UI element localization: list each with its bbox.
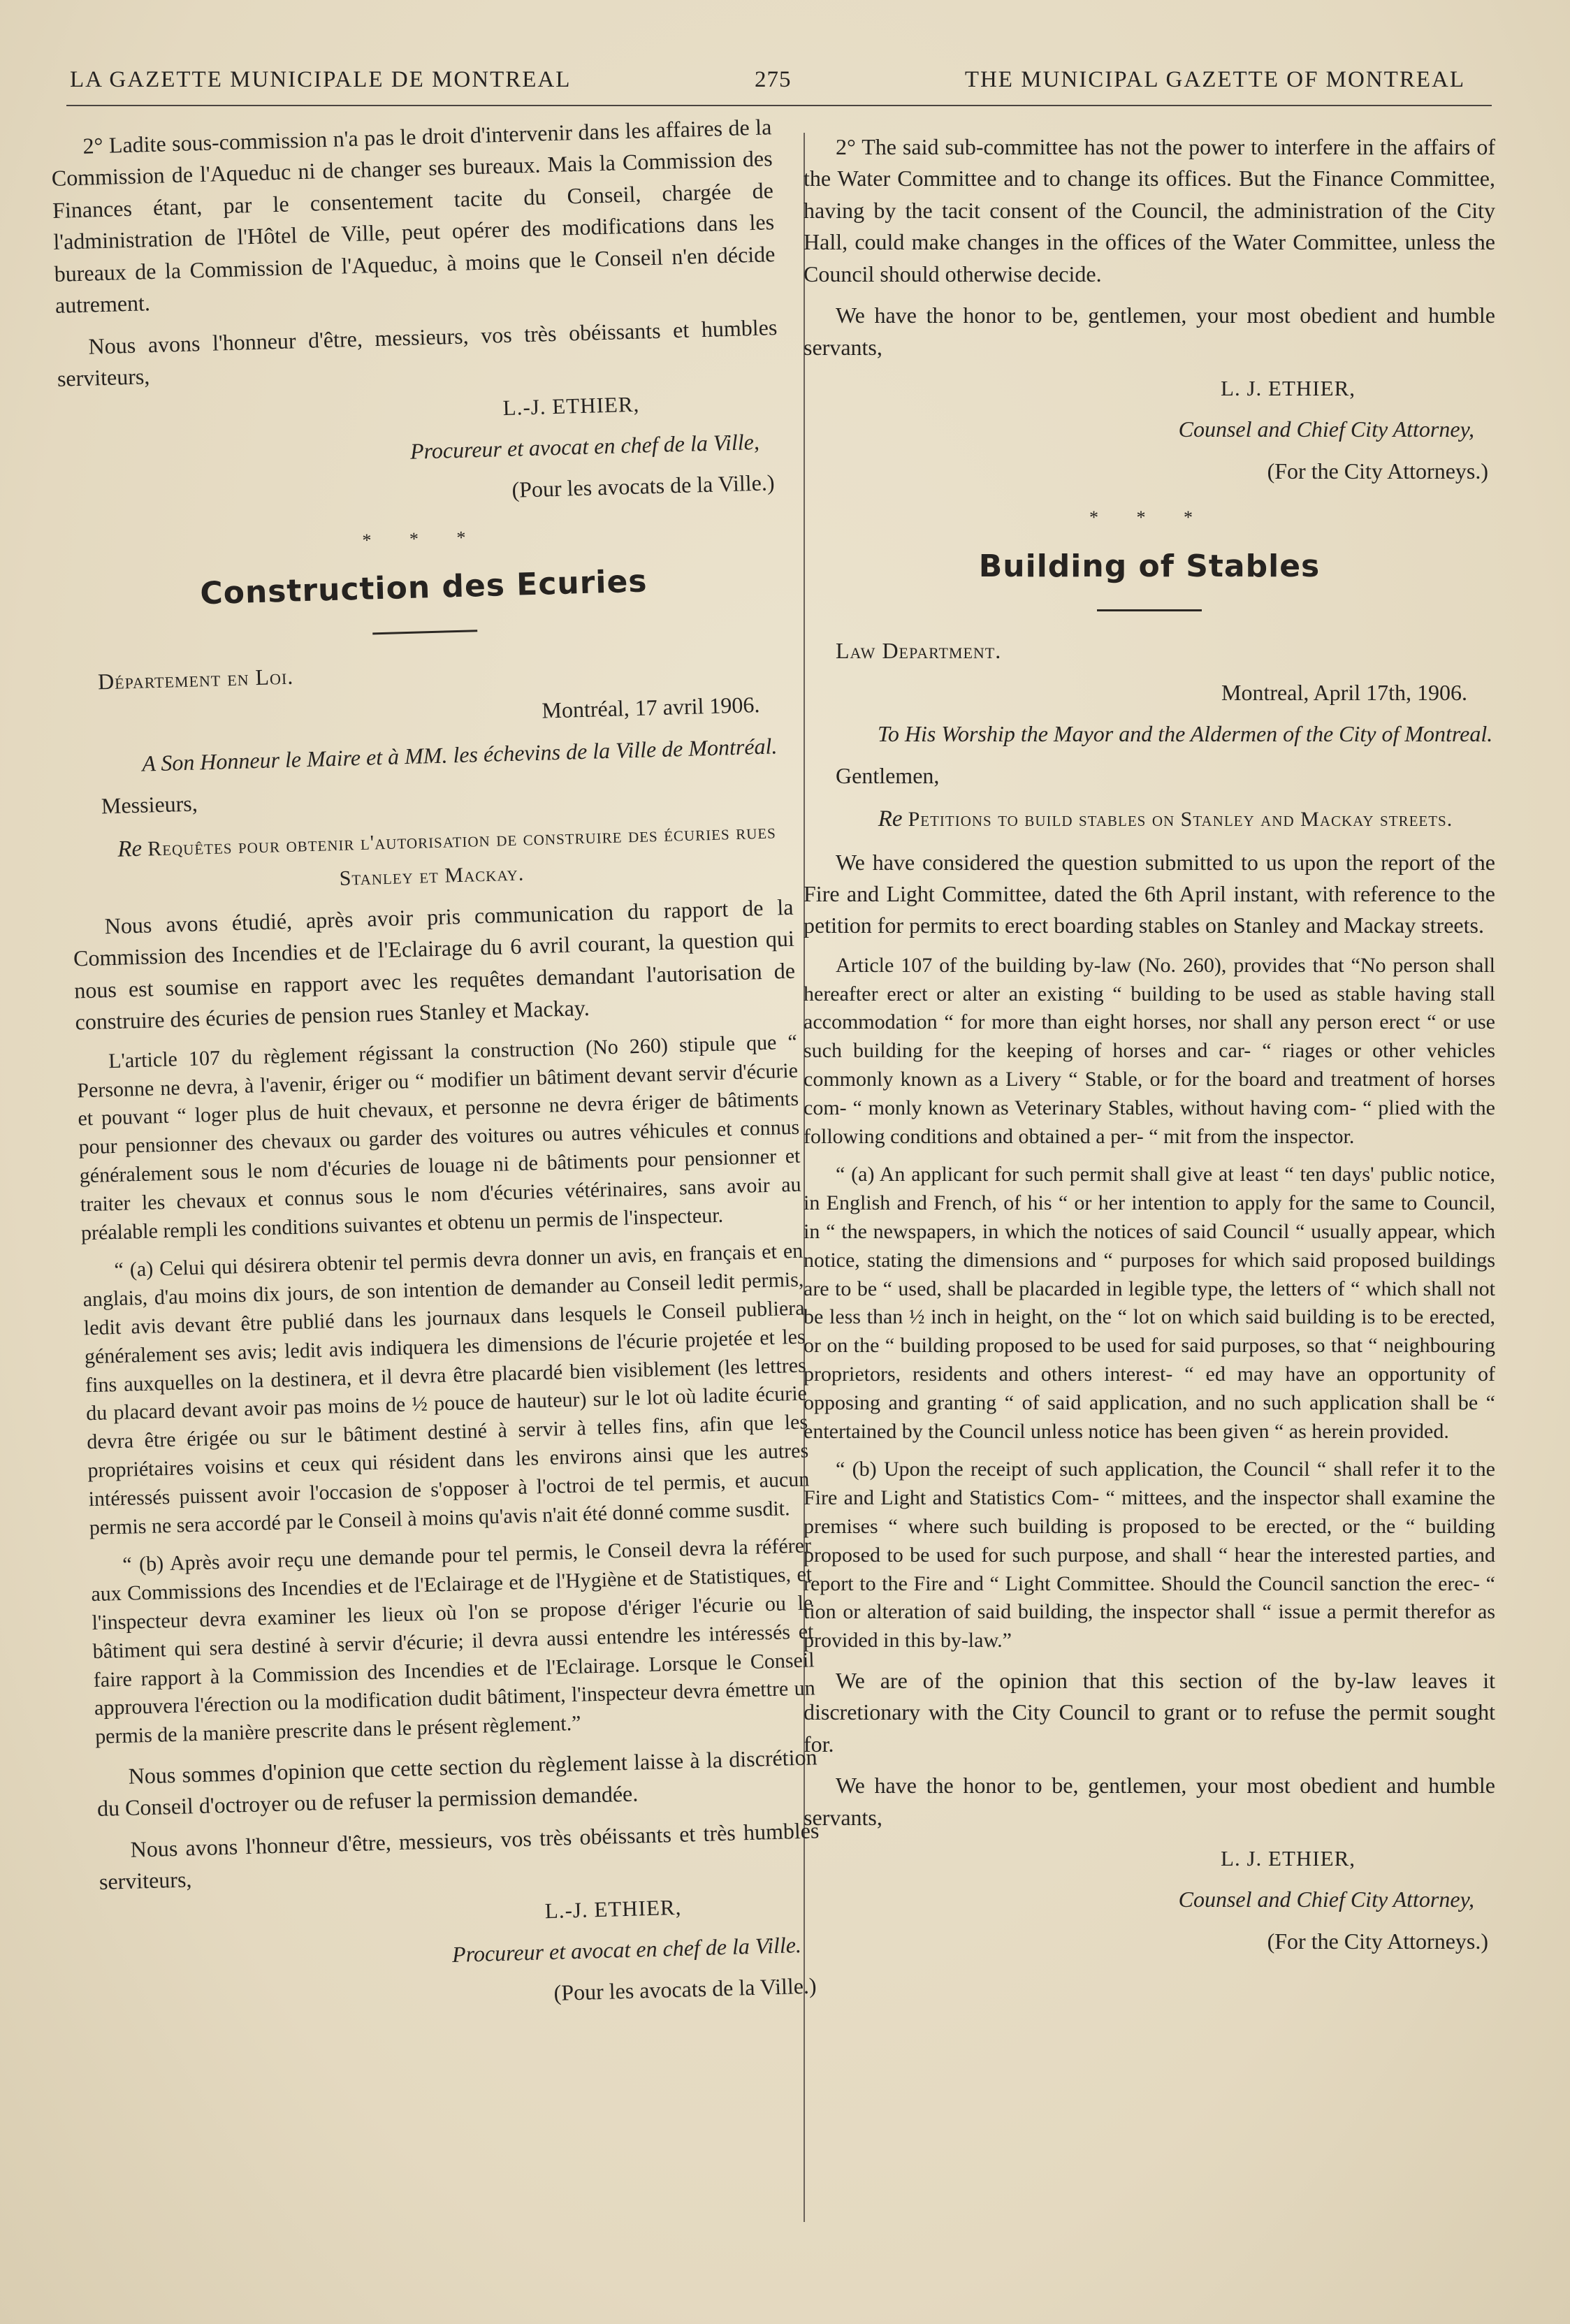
- english-addressee: To His Worship the Mayor and the Aldermen of the City of Montreal.: [878, 721, 1493, 747]
- english-prev-signature-note: (For the City Attorneys.): [1267, 458, 1488, 484]
- french-separator-stars: * * *: [362, 527, 483, 551]
- english-signature-title: Counsel and Chief City Attorney,: [1178, 1887, 1474, 1912]
- english-prev-signature-name: L. J. ETHIER,: [1221, 376, 1355, 401]
- english-column: [804, 131, 1495, 1967]
- english-section-heading: Building of Stables: [978, 548, 1321, 584]
- french-date: Montréal, 17 avril 1906.: [541, 692, 760, 723]
- french-prev-closing: Nous avons l'honneur d'être, messieurs, vos très obéissants et humbles serviteurs,: [57, 314, 778, 391]
- header-french-title: LA GAZETTE MUNICIPALE DE MONTREAL: [70, 67, 572, 92]
- french-subject-text: Requêtes pour obtenir l'autorisation de construire des écuries rues Stanley et Mackay.: [147, 819, 777, 890]
- french-paragraph-5: Nous sommes d'opinion que cette section du règlement laisse à la discrétion du Conseil d'octroyer ou de refuser la permission demandée.: [96, 1744, 817, 1822]
- french-closing: Nous avons l'honneur d'être, messieurs, vos très obéissants et très humbles serviteurs,: [99, 1817, 820, 1895]
- english-paragraph-5: We are of the opinion that this section of the by-law leaves it discretionary with the City Council to grant or to refuse the permit sought for.: [804, 1668, 1495, 1757]
- header-english-title: THE MUNICIPAL GAZETTE OF MONTREAL: [964, 67, 1465, 92]
- english-paragraph-2: Article 107 of the building by-law (No. 260), provides that “No person shall hereafter erect or alter an existing “ building to be used as stable having stall accommodation “ for more than eight horses, nor shall any person erect “ or use such building for the keeping of horses and car- “ riages or other vehicles commonly known as a Livery “ Stable, or for the board and treatment of horses com- “ monly known as Veterinary Stables, without having com- “ plied with the following conditions and obtained a per- “ mit from the inspector.: [804, 953, 1495, 1148]
- english-date: Montreal, April 17th, 1906.: [1221, 679, 1467, 705]
- header-rule: [66, 105, 1492, 106]
- french-prev-paragraph: 2° Ladite sous-commission n'a pas le droit d'intervenir dans les affaires de la Commission de l'Aqueduc ni de changer ses bureaux. Mais la Commission des Finances étant, par le consentement tacite du Conseil, chargée de l'administration de l'Hôtel de Ville, peut opérer des modifications dans les bureaux de la Commission de l'Aqueduc, à moins que le Conseil n'en décide autrement.: [51, 114, 776, 319]
- english-paragraph-3: “ (a) An applicant for such permit shall give at least “ ten days' public notice, in English and French, of his “ or her intention to apply for the same to Council, in “ the newspapers, in which the notices of said Council “ usually appear, which notice, stating the dimensions and “ purposes for which said proposed buildings are to be “ used, shall be placarded in legible type, the letters of “ which shall not be less than ½ inch in height, on the “ lot on which said building is to be erected, or on the “ building proposed to be used for said purposes, so that “ neighbouring proprietors, residents and others interest- “ ed may have an opportunity of opposing and granting “ of said application, and no such application shall be “ entertained by the Council unless notice has been given “ as herein provided.: [804, 1163, 1495, 1443]
- english-department: Law Department.: [836, 638, 1002, 664]
- french-paragraph-3: “ (a) Celui qui désirera obtenir tel permis devra donner un avis, en français et en anglais, d'au moins dix jours, de son intention de demander au Conseil ledit permis, ledit avis devant être publié dans les journaux dans lesquels le Conseil publiera généralement ses avis; ledit avis indiquera les dimensions de l'écurie projetée et les fins auxquelles on la destinera, et il devra être placardé bien visiblement (les lettres du placard devant avoir pas moins de ½ pouce de hauteur) sur le lot où ladite écurie devra être érigée ou sur le bâtiment destiné à servir à telles fins, afin que les propriétaires voisins et ceux qui résident dans les environs ainsi que les autres intéressés puissent avoir l'occasion de s'opposer à l'octroi de tel permis, et aucun permis ne sera accordé par le Conseil à moins qu'avis n'ait été donné comme susdit.: [82, 1239, 810, 1539]
- french-salutation: Messieurs,: [101, 790, 198, 819]
- french-subject: [70, 813, 792, 901]
- french-department: Département en Loi.: [97, 663, 294, 695]
- french-heading-rule: [372, 630, 477, 634]
- english-subject-text: Petitions to build stables on Stanley and Mackay streets.: [908, 808, 1453, 831]
- french-section-heading: Construction des Ecuries: [199, 563, 648, 612]
- french-signature-note: (Pour les avocats de la Ville.): [553, 1973, 817, 2006]
- french-subject-prefix: Re: [117, 836, 143, 862]
- english-paragraph-4: “ (b) Upon the receipt of such application, the Council “ shall refer it to the Fire and Light and Statistics Com- “ mittees, and the inspector shall examine the premises “ where such building is proposed to be erected, or the “ building proposed to be used for such purpose, and shall “ hear the interested parties, and report to the Fire and “ Light Committee. Should the Council sanction the erec- “ tion or alteration of said building, the inspector shall “ issue a permit therefor as provided in this by-law.”: [804, 1458, 1495, 1653]
- french-prev-signature-note: (Pour les avocats de la Ville.): [511, 470, 775, 502]
- french-prev-signature-name: L.-J. ETHIER,: [502, 391, 640, 420]
- english-heading-rule: [1097, 609, 1202, 611]
- english-signature-name: L. J. ETHIER,: [1221, 1846, 1355, 1871]
- english-paragraph-1: We have considered the question submitted to us upon the report of the Fire and Light Committee, dated the 6th April instant, with reference to the petition for permits to erect boarding stables on Stanley and Mackay streets.: [804, 849, 1495, 938]
- french-column: [50, 111, 824, 2031]
- english-subject: [804, 801, 1495, 837]
- french-signature-name: L.-J. ETHIER,: [544, 1894, 682, 1923]
- french-addressee: A Son Honneur le Maire et à MM. les échevins de la Ville de Montréal.: [141, 732, 778, 776]
- french-signature-title: Procureur et avocat en chef de la Ville.: [451, 1931, 802, 1967]
- english-prev-paragraph: 2° The said sub-committee has not the power to interfere in the affairs of the Water Committee and to change its offices. But the Finance Committee, having by the tacit consent of the Council, the administration of the City Hall, could make changes in the offices of the Water Committee, unless the Council should otherwise decide.: [804, 134, 1495, 286]
- french-paragraph-1: Nous avons étudié, après avoir pris communication du rapport de la Commission des Incendies et de l'Eclairage du 6 avril courant, la question qui nous est soumise en rapport avec les requêtes demandant l'autorisation de construire des écuries de pension rues Stanley et Mackay.: [73, 894, 796, 1035]
- french-paragraph-2: L'article 107 du règlement régissant la construction (No 260) stipule que “ Personne ne devra, à l'avenir, ériger ou “ modifier un bâtiment devant servir d'écurie et pouvant “ loger plus de huit chevaux, et personne ne devra ériger de bâtiments pour pensionner des chevaux ou garder des voitures ou autres véhicules et connus généralement sous le nom d'écuries de louage ni de bâtiments pour pensionner et traiter les chevaux et connus sous le nom d'écuries vétérinaires, sans avoir au préalable rempli les conditions suivantes et obtenu un permis de l'inspecteur.: [76, 1030, 801, 1244]
- page-number: 275: [755, 67, 792, 92]
- french-paragraph-4: “ (b) Après avoir reçu une demande pour tel permis, le Conseil devra la référer aux Commissions des Incendies et de l'Eclairage et de l'Hygiène et de Statistiques, et l'inspecteur devra examiner les lieux où l'on se propose d'ériger l'écurie ou le bâtiment qui sera destiné à servir d'écurie; il devra aussi entendre les intéressés et faire rapport à la Commission des Incendies et de l'Eclairage. Lorsque le Conseil approuvera l'érection ou la modification dudit bâtiment, l'inspecteur devra émettre un permis de la manière prescrite dans le présent règlement.”: [91, 1534, 816, 1749]
- english-prev-closing: We have the honor to be, gentlemen, your most obedient and humble servants,: [804, 303, 1495, 360]
- french-prev-signature-title: Procureur et avocat en chef de la Ville,: [409, 428, 760, 464]
- english-separator-stars: * * *: [1089, 507, 1209, 528]
- english-prev-signature-title: Counsel and Chief City Attorney,: [1178, 416, 1474, 442]
- english-closing: We have the honor to be, gentlemen, your most obedient and humble servants,: [804, 1773, 1495, 1830]
- english-subject-prefix: Re: [878, 806, 903, 832]
- english-salutation: Gentlemen,: [836, 762, 940, 788]
- english-signature-note: (For the City Attorneys.): [1267, 1928, 1488, 1954]
